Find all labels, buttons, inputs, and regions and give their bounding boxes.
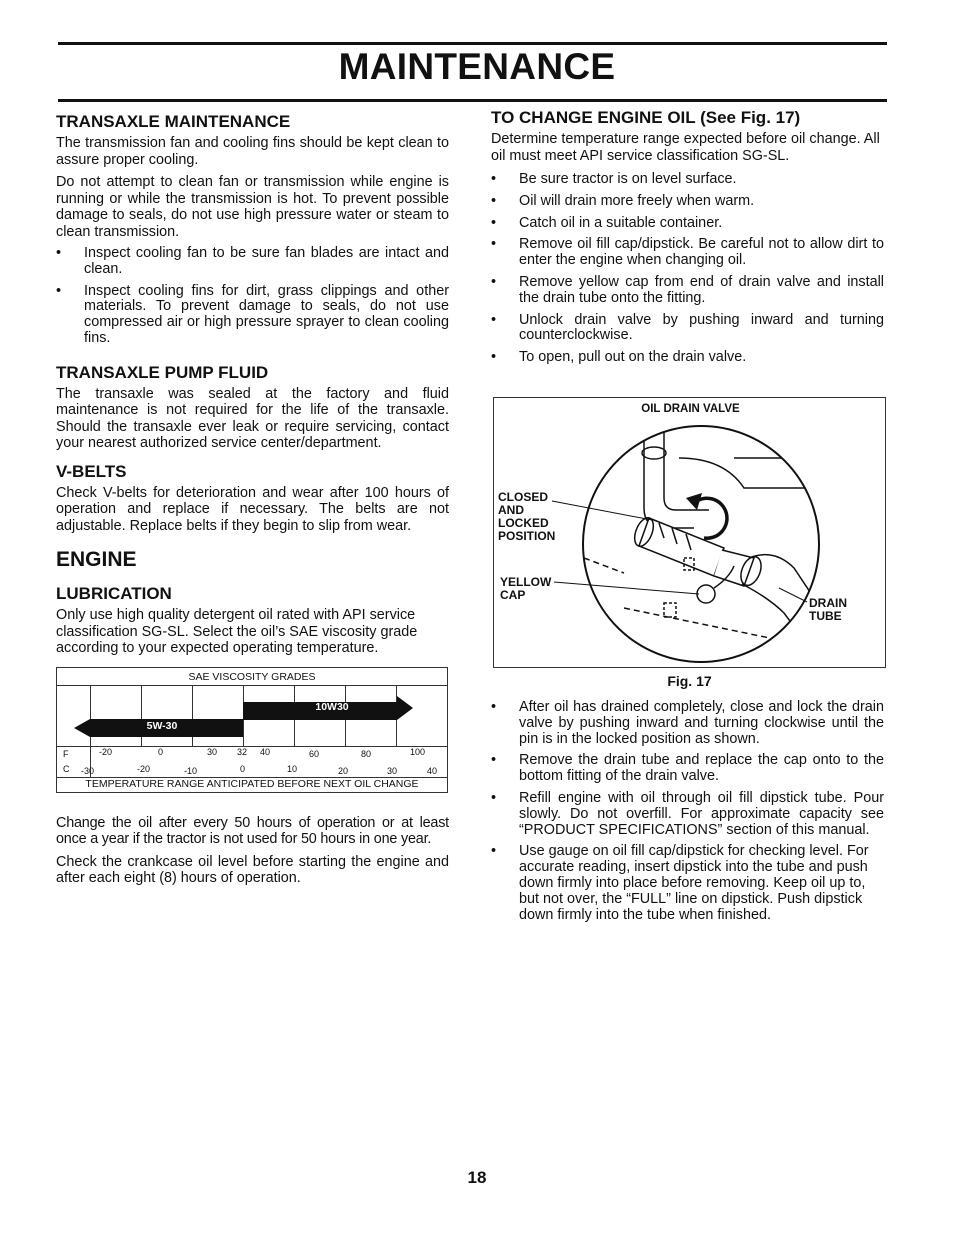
vbelts-p1: Check V-belts for deterioration and wear after 100 hours of operation and replace if necessary. The belts are not adjustable. Replace belts if they begin to slip from wear. [56,484,449,534]
grade-5w30-label: 5W-30 [146,719,178,732]
lubrication-p1: Only use high quality detergent oil rated with API service classification SG-SL. Select the oil’s SAE viscosity grade according to your expected operating temperature. [56,607,418,657]
list-item: • Unlock drain valve by pushing inward and turning counterclockwise. [491,311,884,344]
list-item: • To open, pull out on the drain valve. [491,349,747,366]
f-tick: 0 [158,746,164,757]
f-tick: 32 [237,746,248,757]
grade-10w30-label: 10W30 [315,700,349,713]
viscosity-chart-footer: TEMPERATURE RANGE ANTICIPATED BEFORE NEXT OIL CHANGE [85,777,419,790]
after-drain-section [491,700,884,929]
left-column [56,110,449,893]
engine-heading: ENGINE [56,548,137,572]
change-oil-heading: TO CHANGE ENGINE OIL (See Fig. 17) [491,108,801,127]
transaxle-bullets [56,246,449,347]
list-item: • Be sure tractor is on level surface. [491,171,737,187]
drain-tube-label: DRAIN TUBE [809,596,847,623]
pump-fluid-p1: The transaxle was sealed at the factory and fluid maintenance is not required for the life of the transaxle. Should the transaxle ever leak or require servicing, contact your nearest authorized service center/department. [56,385,449,452]
c-tick: 10 [287,763,298,774]
lubrication-heading: LUBRICATION [56,584,172,604]
top-rule [58,42,887,45]
transaxle-maintenance-p2: Do not attempt to clean fan or transmission while engine is running or while the transmission is hot. To prevent possible damage to seals, do not use high pressure water or steam to clean transmission. [56,174,449,240]
viscosity-chart-title: SAE VISCOSITY GRADES [188,670,316,683]
vbelts-heading: V-BELTS [56,461,127,481]
c-tick: -20 [137,763,151,774]
list-item: • Inspect cooling fins for dirt, grass clippings and other materials. To prevent damage to seals, do not use compressed air or high pressure sprayer to clean cooling fins. [56,282,449,346]
pump-fluid-heading: TRANSAXLE PUMP FLUID [56,362,269,382]
list-item: • Remove oil fill cap/dipstick. Be careful not to allow dirt to enter the engine when changing oil. [491,236,884,269]
c-tick: -10 [184,765,198,776]
f-tick: 30 [207,746,218,757]
list-item: • Use gauge on oil fill cap/dipstick for checking level. For accurate reading, insert dipstick into the tube and push down firmly into place before removing. Keep oil up to, but not over, the “FULL” line on dipstick. Push dipstick down firmly into the tube when finished. [491,843,869,923]
figure-caption: Fig. 17 [667,673,712,689]
list-item: • Oil will drain more freely when warm. [491,192,755,209]
right-column [491,110,884,372]
viscosity-chart [56,667,448,793]
grade-arrows [57,668,449,748]
c-tick: 30 [387,765,398,776]
lubrication-p2: Change the oil after every 50 hours of operation or at least once a year if the tractor is not used for 50 hours in one year. [56,814,449,848]
c-label: C [63,763,70,774]
page-number: 18 [467,1168,487,1187]
list-item: • Refill engine with oil through oil fill dipstick tube. Pour slowly. Do not overfill. For approximate capacity see “PRODUCT SPECIFICATIONS” section of this manual. [491,789,884,838]
closed-locked-label: CLOSED AND LOCKED POSITION [498,490,556,543]
c-tick: 0 [240,763,246,774]
c-tick: -30 [81,765,95,776]
f-tick: 40 [260,746,271,757]
change-oil-bullets [491,172,884,366]
list-item: • Inspect cooling fan to be sure fan blades are intact and clean. [56,245,449,277]
f-tick: -20 [99,746,113,757]
after-drain-bullets [491,700,884,923]
oil-drain-valve-figure [493,397,886,668]
transaxle-maintenance-p1: The transmission fan and cooling fins should be kept clean to assure proper cooling. [56,135,449,168]
f-tick: 60 [309,748,320,759]
c-tick: 20 [338,765,349,776]
f-label: F [63,748,69,759]
list-item: • Remove the drain tube and replace the cap onto to the bottom fitting of the drain valve. [491,752,884,785]
list-item: • Remove yellow cap from end of drain valve and install the drain tube onto the fitting. [491,273,884,306]
valve-illustration [494,398,885,667]
transaxle-maintenance-heading: TRANSAXLE MAINTENANCE [56,112,291,131]
figure-title: OIL DRAIN VALVE [641,403,740,415]
yellow-cap-label: YELLOW CAP [500,575,552,602]
title-underline [58,99,887,102]
list-item: • After oil has drained completely, close and lock the drain valve by pushing inward and turning clockwise until the pin is in the locked position as shown. [491,699,884,747]
list-item: • Catch oil in a suitable container. [491,214,723,231]
f-tick: 80 [361,748,372,759]
c-tick: 40 [427,765,438,776]
lubrication-p3: Check the crankcase oil level before starting the engine and after each eight (8) hours of operation. [56,853,449,887]
f-tick: 100 [410,746,426,757]
page-title: MAINTENANCE [338,46,616,87]
change-oil-p1: Determine temperature range expected before oil change. All oil must meet API service classification SG-SL. [491,131,880,164]
